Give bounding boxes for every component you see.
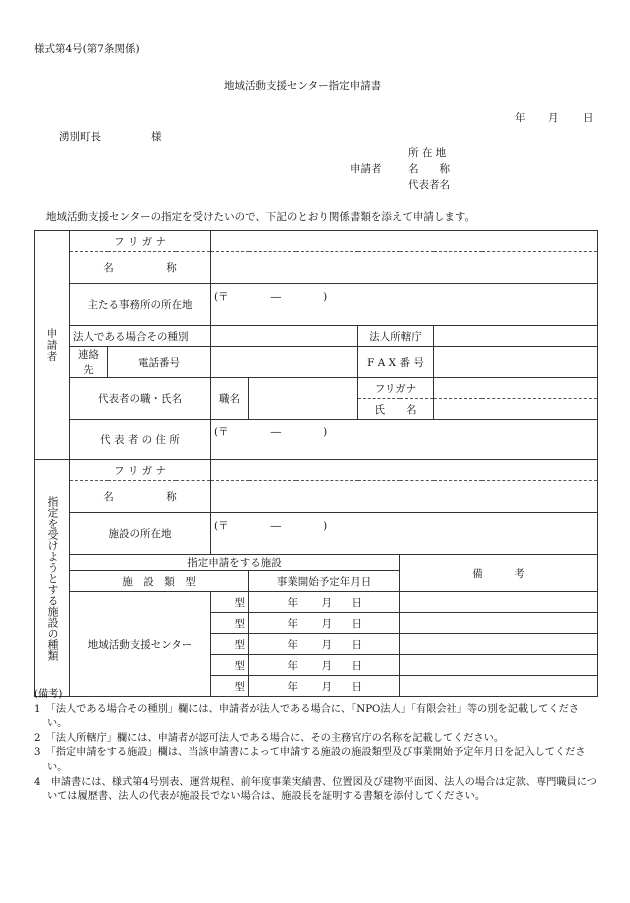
date-month: 月 [548,112,559,124]
title-field[interactable] [249,378,358,420]
date-cell-1[interactable]: 年 月 日 [249,592,400,613]
note-1: 1 「法人である場合その種別」欄には、申請者が法人である場合に、「NPO法人」「有限会社」等の別を記載してください。 [34,703,580,730]
facility-type-header: 施 設 類 型 [70,571,249,592]
applicant-field-address: 所 在 地 [408,147,447,159]
note-4: 4 申請書には、様式第4号別表、運営規程、前年度事業実績書、位置図及び建物平面図、法人の場合は定款、専門職員については履歴書、法人の代表が施設長でない場合は、施設長を証明する書類を添付してください。 [34,776,597,803]
name-label: 名 称 [70,252,211,284]
addressee: 湧別町長 [59,131,101,143]
note-3: 3 「指定申請をする施設」欄は、当該申請書によって申請する施設の施設類型及び事業開始予定年月日を記入してください。 [34,747,586,773]
facility-name-label: 名 称 [70,481,211,513]
facility-section-label: 指定を受けようとする施設の種類 [35,460,70,697]
remarks-header: 備 考 [400,555,598,592]
type-cell-2[interactable]: 型 [211,613,249,634]
honorific: 様 [151,131,162,143]
applicant-field-name: 名 称 [408,163,450,175]
furigana-label: フ リ ガ ナ [70,231,211,252]
date-cell-2[interactable]: 年 月 日 [249,613,400,634]
type-cell-5[interactable]: 型 [211,676,249,697]
contact-label: 連絡先 [70,347,108,378]
furigana-field[interactable] [211,231,598,252]
applicant-label: 申請者 [350,163,382,175]
date-cell-4[interactable]: 年 月 日 [249,655,400,676]
main-office-field[interactable] [211,284,598,326]
rep-furigana-label: フリガナ [358,378,434,399]
authority-label: 法人所轄庁 [358,326,434,347]
date-cell-5[interactable]: 年 月 日 [249,676,400,697]
shimei-field[interactable] [434,399,598,420]
rep-furigana-field[interactable] [434,378,598,399]
rep-postal-code: (〒 ― ) [214,426,328,438]
designated-facility-header: 指定申請をする施設 [70,555,400,571]
remarks-cell-4[interactable] [400,655,598,676]
postal-code: (〒 ― ) [214,291,328,303]
corp-type-field[interactable] [211,326,358,347]
application-form-table [34,230,598,697]
facility-furigana-field[interactable] [211,460,598,481]
phone-label: 電話番号 [108,347,211,378]
remarks-cell-3[interactable] [400,634,598,655]
center-type-label: 地域活動支援センター [70,592,211,697]
form-number: 様式第4号(第7条関係) [34,43,140,55]
facility-location-field[interactable] [211,513,598,555]
applicant-field-rep: 代表者名 [408,179,450,191]
facility-postal-code: (〒 ― ) [214,520,328,532]
notes-section [34,688,599,805]
facility-location-label: 施設の所在地 [70,513,211,555]
intro-text: 地域活動支援センターの指定を受けたいので、下記のとおり関係書類を添えて申請します。 [46,211,476,223]
type-cell-1[interactable]: 型 [211,592,249,613]
main-office-label: 主たる事務所の所在地 [70,284,211,326]
rep-address-label: 代 表 者 の 住 所 [70,420,211,460]
facility-furigana-label: フ リ ガ ナ [70,460,211,481]
fax-field[interactable] [434,347,598,378]
document-title: 地域活動支援センター指定申請書 [224,80,382,92]
facility-name-field[interactable] [211,481,598,513]
fax-label: F A X 番 号 [358,347,434,378]
remarks-cell-2[interactable] [400,613,598,634]
name-field[interactable] [211,252,598,284]
date-day: 日 [583,112,594,124]
type-cell-4[interactable]: 型 [211,655,249,676]
phone-field[interactable] [211,347,358,378]
notes-heading: (備考) [34,689,63,700]
remarks-cell-1[interactable] [400,592,598,613]
type-cell-3[interactable]: 型 [211,634,249,655]
applicant-section-label: 申請者 [35,231,70,460]
shimei-label: 氏 名 [358,399,434,420]
note-2: 2 「法人所轄庁」欄には、申請者が認可法人である場合に、その主務官庁の名称を記載してください。 [34,732,505,744]
date-cell-3[interactable]: 年 月 日 [249,634,400,655]
start-date-header: 事業開始予定年月日 [249,571,400,592]
date-year: 年 [515,112,526,124]
rep-title-name-label: 代表者の職・氏名 [70,378,211,420]
rep-address-field[interactable] [211,420,598,460]
title-label: 職名 [211,378,249,420]
corp-type-label: 法人である場合その種別 [70,326,211,347]
authority-field[interactable] [434,326,598,347]
